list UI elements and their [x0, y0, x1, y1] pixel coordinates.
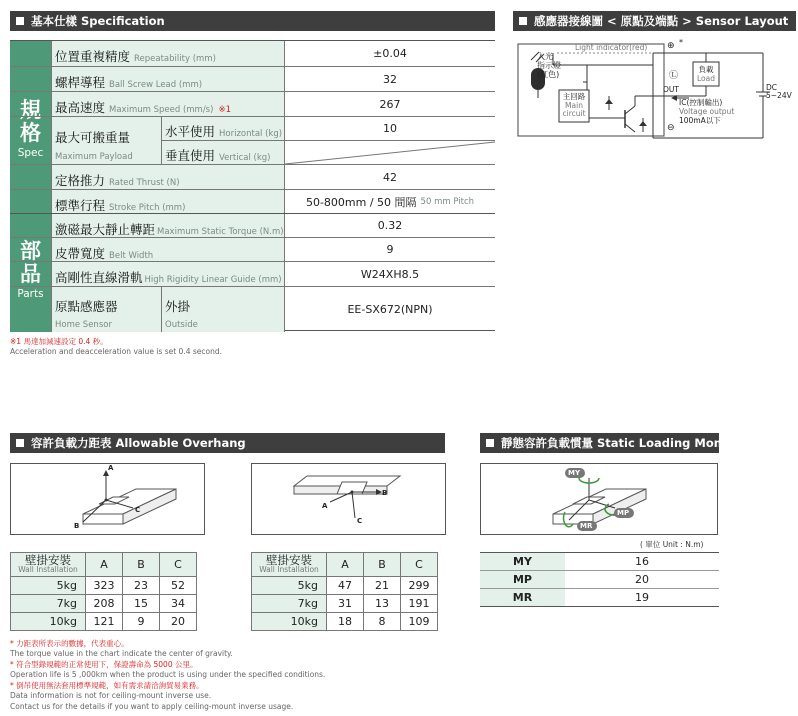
horizontal-label: 水平使用 — [165, 124, 216, 139]
load-cell: 5kg — [252, 577, 327, 595]
col-c: C — [160, 553, 197, 577]
c-cell: 34 — [160, 595, 197, 613]
header-square-icon — [16, 439, 24, 447]
sensor-circuit-diagram — [513, 38, 795, 146]
stroke-value-en: 50 mm Pitch — [420, 196, 475, 207]
spec-group-en: Spec — [17, 147, 44, 159]
max-speed-label-en: Maximum Speed (mm/s) — [109, 105, 214, 115]
l-terminal-icon: Ⓛ — [669, 71, 679, 81]
moment-key: MR — [480, 589, 565, 607]
lead-value: 32 — [284, 67, 495, 91]
spec-row-torque — [10, 213, 495, 237]
sensor-sub-label-en: Outside — [165, 320, 198, 330]
wall-install-label: 壁掛安裝 — [266, 552, 312, 567]
overhang-section-title: 容許負載力距表 Allowable Overhang — [31, 436, 246, 450]
torque-value: 0.32 — [284, 214, 495, 237]
lead-label: 螺桿導程 — [55, 75, 106, 90]
payload-label-en: Maximum Payload — [55, 152, 133, 162]
spec-note-en: Acceleration and deacceleration value is set 0.4 second. — [10, 347, 222, 356]
belt-value: 9 — [284, 238, 495, 261]
actuator-diagram-1 — [11, 464, 204, 534]
sensor-section-title: 感應器接線圖 < 原點及端點 > Sensor Layout — [534, 14, 789, 28]
parts-group-zh-2: 品 — [20, 262, 41, 286]
guide-label: 高剛性直線滑軌 — [55, 270, 143, 285]
plus-terminal-icon: ⊕ — [667, 41, 675, 51]
vertical-label-en: Vertical (kg) — [219, 153, 271, 163]
spec-row-lead — [10, 66, 495, 91]
spec-group-zh-1: 規 — [20, 98, 41, 122]
torque-label-en: Maximum Static Torque (N.m) — [157, 227, 284, 237]
thrust-label: 定格推力 — [55, 173, 106, 188]
spec-row-thrust — [10, 164, 495, 189]
main-circuit-zh: 主回路 — [562, 92, 586, 101]
thrust-label-en: Rated Thrust (N) — [109, 178, 180, 188]
b-cell: 8 — [364, 613, 401, 631]
spec-row-belt — [10, 237, 495, 261]
b-cell: 15 — [123, 595, 160, 613]
belt-label: 皮帶寬度 — [55, 246, 106, 261]
vertical-label: 垂直使用 — [165, 148, 216, 163]
load-label-zh: 負載 — [698, 65, 714, 74]
c-cell: 52 — [160, 577, 197, 595]
overhang-note-1-en: The torque value in the chart indicate the center of gravity. — [10, 649, 233, 658]
c-cell: 191 — [401, 595, 438, 613]
c-cell: 109 — [401, 613, 438, 631]
moment-key: MY — [480, 553, 565, 571]
lead-label-en: Ball Screw Lead (mm) — [109, 80, 203, 90]
voltage-label: Voltage output — [679, 107, 735, 116]
c-cell: 20 — [160, 613, 197, 631]
led-label-3: (紅色) — [537, 70, 560, 79]
belt-label-en: Belt Width — [109, 251, 154, 261]
repeatability-label: 位置重複精度 — [55, 49, 131, 64]
spec-group-zh-2: 格 — [20, 121, 41, 145]
stroke-label-en: Stroke Pitch (mm) — [109, 203, 186, 213]
b-cell: 13 — [364, 595, 401, 613]
ic-label: IC(控制輸出) — [679, 98, 723, 107]
col-a: A — [327, 553, 364, 577]
vertical-na-diagonal — [285, 141, 495, 165]
spec-section-header — [10, 11, 495, 31]
parts-group-zh-1: 部 — [20, 239, 41, 263]
static-unit-label: ( 單位 Unit : N.m) — [640, 540, 704, 549]
repeatability-value: ±0.04 — [284, 41, 495, 66]
label-c-1: C — [135, 506, 141, 514]
guide-value: W24XH8.5 — [284, 262, 495, 286]
label-b-1: B — [74, 522, 80, 530]
dc-label: DC — [766, 83, 778, 92]
a-cell: 323 — [86, 577, 123, 595]
static-section-title: 靜態容許負載慣量 Static Loading Moment — [501, 436, 748, 450]
led-label-2: 指示燈 — [537, 61, 561, 70]
a-cell: 31 — [327, 595, 364, 613]
overhang-section-header — [10, 433, 445, 453]
label-my: MY — [568, 469, 581, 477]
indicator-label: Light indicator(red) — [575, 43, 648, 52]
star-mark: * — [679, 38, 683, 47]
stroke-value: 50-800mm / 50 間隔 — [305, 195, 417, 209]
max-speed-note-mark: ※1 — [218, 105, 232, 115]
table-row — [11, 613, 197, 631]
led-label-1: 入光 — [537, 52, 553, 61]
spec-row-guide — [10, 261, 495, 286]
c-cell: 299 — [401, 577, 438, 595]
torque-label: 激磁最大靜止轉距 — [55, 222, 156, 237]
spec-section-title: 基本仕樣 Specification — [31, 14, 165, 28]
overhang-note-3-en: Data information is not for ceiling-mount inverse use. — [10, 691, 212, 700]
table-row — [480, 553, 719, 571]
table-row — [480, 571, 719, 589]
spec-row-payload — [10, 116, 495, 164]
load-label-en: Load — [697, 74, 715, 83]
label-a-2: A — [322, 502, 328, 510]
b-cell: 21 — [364, 577, 401, 595]
sensor-label-en: Home Sensor — [55, 320, 112, 330]
overhang-table-1 — [10, 552, 197, 631]
overhang-note-2-zh: * 符合型錄規範的正常使用下，保證壽命為 5000 公里。 — [10, 660, 198, 669]
horizontal-value: 10 — [284, 117, 495, 141]
spec-note-zh: ※1 馬達加減速設定 0.4 秒。 — [10, 337, 108, 346]
sensor-section-header — [513, 11, 796, 31]
max-speed-value: 267 — [284, 92, 495, 116]
load-cell: 10kg — [252, 613, 327, 631]
static-section-header — [480, 433, 748, 453]
load-cell: 7kg — [11, 595, 86, 613]
load-cell: 5kg — [11, 577, 86, 595]
moment-value: 19 — [565, 589, 719, 607]
payload-label: 最大可搬重量 — [55, 130, 131, 145]
ma-label: 100mA以下 — [679, 116, 721, 125]
label-c-2: C — [357, 517, 363, 525]
label-b-2: B — [382, 489, 388, 497]
static-moment-table — [480, 552, 719, 607]
main-circuit-en-2: circuit — [562, 109, 586, 118]
b-cell: 9 — [123, 613, 160, 631]
repeatability-label-en: Repeatability (mm) — [134, 54, 216, 64]
overhang-diagram-2 — [251, 463, 446, 535]
max-speed-label: 最高速度 — [55, 100, 106, 115]
moment-value: 16 — [565, 553, 719, 571]
load-cell: 7kg — [252, 595, 327, 613]
wall-install-label-en: Wall Installation — [18, 564, 78, 574]
minus-terminal-icon: ⊖ — [667, 123, 675, 133]
volts-label: 5~24V — [766, 91, 792, 100]
label-mr: MR — [580, 522, 593, 530]
actuator-diagram-2 — [252, 464, 445, 534]
sensor-value: EE-SX672(NPN) — [284, 287, 495, 332]
header-square-icon — [486, 439, 494, 447]
thrust-value: 42 — [284, 165, 495, 189]
spec-row-sensor — [10, 286, 495, 332]
col-b: B — [364, 553, 401, 577]
vertical-value-cell — [284, 141, 495, 165]
spec-table — [10, 40, 495, 331]
table-row — [252, 613, 438, 631]
overhang-note-3-en2: Contact us for the details if you want to apply ceiling-mount inverse usage. — [10, 702, 294, 711]
header-square-icon — [519, 17, 527, 25]
table-row — [252, 595, 438, 613]
header-square-icon — [16, 17, 24, 25]
table-row — [480, 589, 719, 607]
col-c: C — [401, 553, 438, 577]
col-b: B — [123, 553, 160, 577]
spec-row-stroke — [10, 189, 495, 213]
spec-row-max-speed — [10, 91, 495, 116]
guide-label-en: High Rigidity Linear Guide (mm) — [144, 275, 282, 285]
a-cell: 121 — [86, 613, 123, 631]
wall-install-label: 壁掛安裝 — [25, 552, 71, 567]
horizontal-label-en: Horizontal (kg) — [219, 129, 283, 139]
overhang-table-2 — [251, 552, 438, 631]
load-cell: 10kg — [11, 613, 86, 631]
parts-group-en: Parts — [17, 288, 44, 300]
out-label: OUT — [663, 85, 679, 94]
spec-row-repeatability — [10, 41, 495, 66]
a-cell: 18 — [327, 613, 364, 631]
moment-value: 20 — [565, 571, 719, 589]
a-cell: 208 — [86, 595, 123, 613]
moment-key: MP — [480, 571, 565, 589]
label-a-1: A — [108, 464, 114, 472]
static-moment-diagram — [480, 463, 718, 535]
stroke-label: 標準行程 — [55, 198, 106, 213]
table-row — [252, 577, 438, 595]
sensor-sub-label: 外掛 — [165, 299, 191, 314]
main-circuit-en-1: Main — [565, 100, 583, 110]
overhang-note-2-en: Operation life is 5 ,000km when the product is using under the specified conditions. — [10, 670, 326, 679]
col-a: A — [86, 553, 123, 577]
a-cell: 47 — [327, 577, 364, 595]
b-cell: 23 — [123, 577, 160, 595]
overhang-note-3-zh: * 倒吊使用無法套用標準規範，如有需求請洽詢貿易業務。 — [10, 681, 204, 690]
table-row — [11, 595, 197, 613]
overhang-diagram-1 — [10, 463, 205, 535]
wall-install-label-en: Wall Installation — [259, 564, 319, 574]
table-row — [11, 577, 197, 595]
sensor-label: 原點感應器 — [55, 299, 118, 314]
label-mp: MP — [617, 509, 630, 517]
moment-diagram-svg — [481, 464, 717, 534]
overhang-note-1-zh: * 力距表所表示的數據，代表重心。 — [10, 639, 129, 648]
